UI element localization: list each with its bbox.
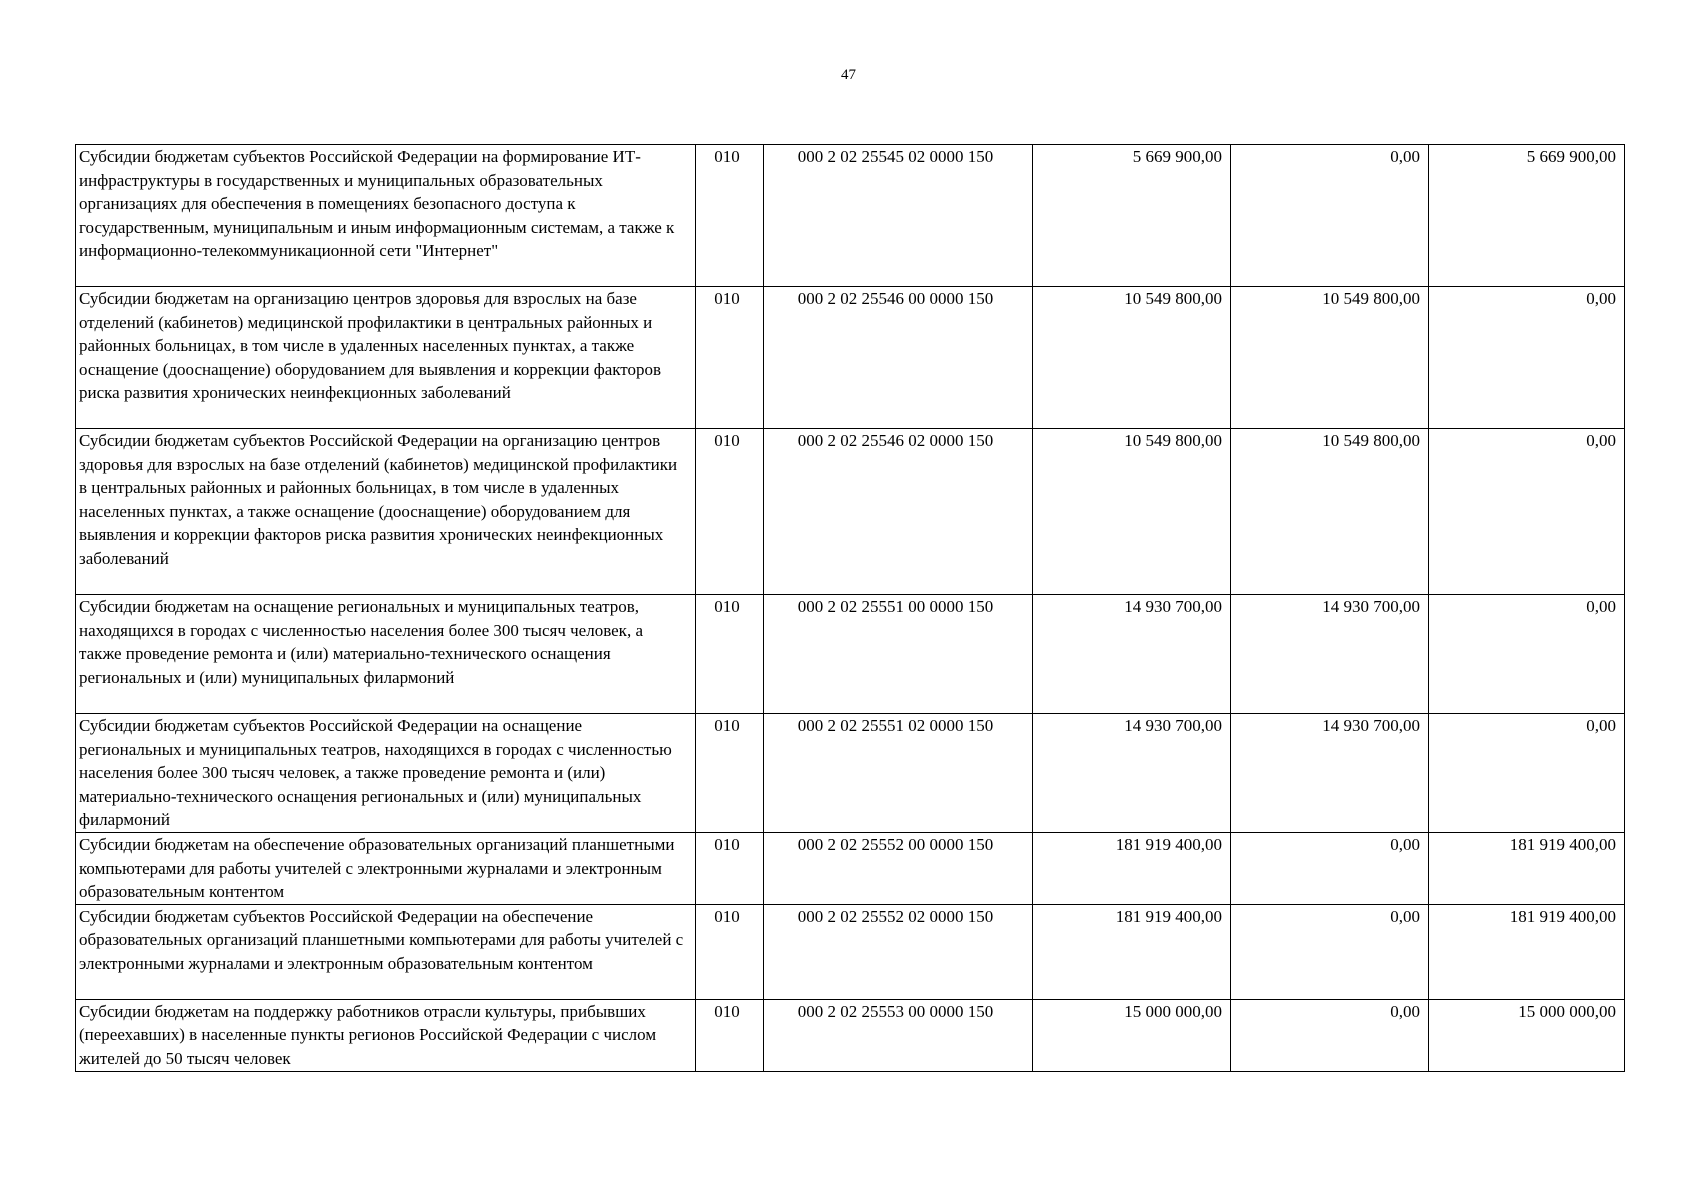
row-description: Субсидии бюджетам на обеспечение образовательных организаций планшетными компьютерами для работы учителей с электронными журналами и электронным образовательным контентом: [76, 833, 696, 905]
row-budget-code: 000 2 02 25552 00 0000 150: [764, 833, 1033, 905]
row-description: Субсидии бюджетам субъектов Российской Федерации на формирование ИТ-инфраструктуры в государственных и муниципальных образовательных организациях для обеспечения в помещениях безопасного доступа к государственным, муниципальным и иным информационным системам, а также к информационно-телекоммуникационной сети "Интернет": [76, 145, 696, 287]
table-row: [76, 287, 1625, 429]
row-amount-b: 0,00: [1429, 595, 1625, 714]
budget-table: [75, 144, 1625, 1072]
row-description: Субсидии бюджетам субъектов Российской Федерации на организацию центров здоровья для взрослых на базе отделений (кабинетов) медицинской профилактики в центральных районных и районных больницах, в том числе в удаленных населенных пунктах, а также оснащение (дооснащение) оборудованием для выявления и коррекции факторов риска развития хронических неинфекционных заболеваний: [76, 429, 696, 595]
row-budget-code: 000 2 02 25551 02 0000 150: [764, 714, 1033, 833]
row-description: Субсидии бюджетам субъектов Российской Федерации на обеспечение образовательных организаций планшетными компьютерами для работы учителей с электронными журналами и электронным образовательным контентом: [76, 904, 696, 999]
row-amount-a: 0,00: [1231, 999, 1429, 1071]
row-total: 15 000 000,00: [1033, 999, 1231, 1071]
row-total: 181 919 400,00: [1033, 833, 1231, 905]
row-amount-a: 0,00: [1231, 145, 1429, 287]
row-total: 181 919 400,00: [1033, 904, 1231, 999]
row-amount-a: 14 930 700,00: [1231, 714, 1429, 833]
row-amount-b: 0,00: [1429, 287, 1625, 429]
table-row: [76, 145, 1625, 287]
row-amount-b: 0,00: [1429, 714, 1625, 833]
row-admin-code: 010: [696, 714, 764, 833]
row-budget-code: 000 2 02 25546 00 0000 150: [764, 287, 1033, 429]
table-row: [76, 714, 1625, 833]
row-description: Субсидии бюджетам на оснащение региональных и муниципальных театров, находящихся в городах с численностью населения более 300 тысяч человек, а также проведение ремонта и (или) материально-технического оснащения региональных и (или) муниципальных филармоний: [76, 595, 696, 714]
row-amount-b: 15 000 000,00: [1429, 999, 1625, 1071]
table-row: [76, 833, 1625, 905]
row-total: 5 669 900,00: [1033, 145, 1231, 287]
row-admin-code: 010: [696, 145, 764, 287]
row-admin-code: 010: [696, 429, 764, 595]
row-amount-b: 181 919 400,00: [1429, 904, 1625, 999]
row-admin-code: 010: [696, 287, 764, 429]
row-amount-a: 10 549 800,00: [1231, 287, 1429, 429]
page-number: 47: [841, 67, 856, 83]
row-amount-b: 0,00: [1429, 429, 1625, 595]
row-budget-code: 000 2 02 25553 00 0000 150: [764, 999, 1033, 1071]
row-total: 14 930 700,00: [1033, 595, 1231, 714]
row-budget-code: 000 2 02 25546 02 0000 150: [764, 429, 1033, 595]
row-amount-a: 14 930 700,00: [1231, 595, 1429, 714]
table-row: [76, 999, 1625, 1071]
row-budget-code: 000 2 02 25545 02 0000 150: [764, 145, 1033, 287]
row-description: Субсидии бюджетам субъектов Российской Федерации на оснащение региональных и муниципальных театров, находящихся в городах с численностью населения более 300 тысяч человек, а также проведение ремонта и (или) материально-технического оснащения региональных и (или) муниципальных филармоний: [76, 714, 696, 833]
row-amount-a: 0,00: [1231, 833, 1429, 905]
row-total: 10 549 800,00: [1033, 287, 1231, 429]
row-budget-code: 000 2 02 25552 02 0000 150: [764, 904, 1033, 999]
row-budget-code: 000 2 02 25551 00 0000 150: [764, 595, 1033, 714]
row-description: Субсидии бюджетам на поддержку работников отрасли культуры, прибывших (переехавших) в населенные пункты регионов Российской Федерации с числом жителей до 50 тысяч человек: [76, 999, 696, 1071]
row-amount-b: 5 669 900,00: [1429, 145, 1625, 287]
row-description: Субсидии бюджетам на организацию центров здоровья для взрослых на базе отделений (кабинетов) медицинской профилактики в центральных районных и районных больницах, в том числе в удаленных населенных пунктах, а также оснащение (дооснащение) оборудованием для выявления и коррекции факторов риска развития хронических неинфекционных заболеваний: [76, 287, 696, 429]
row-admin-code: 010: [696, 833, 764, 905]
row-total: 10 549 800,00: [1033, 429, 1231, 595]
row-amount-a: 10 549 800,00: [1231, 429, 1429, 595]
row-admin-code: 010: [696, 999, 764, 1071]
table-row: [76, 595, 1625, 714]
row-amount-b: 181 919 400,00: [1429, 833, 1625, 905]
row-admin-code: 010: [696, 904, 764, 999]
table-row: [76, 904, 1625, 999]
row-amount-a: 0,00: [1231, 904, 1429, 999]
row-total: 14 930 700,00: [1033, 714, 1231, 833]
table-row: [76, 429, 1625, 595]
row-admin-code: 010: [696, 595, 764, 714]
